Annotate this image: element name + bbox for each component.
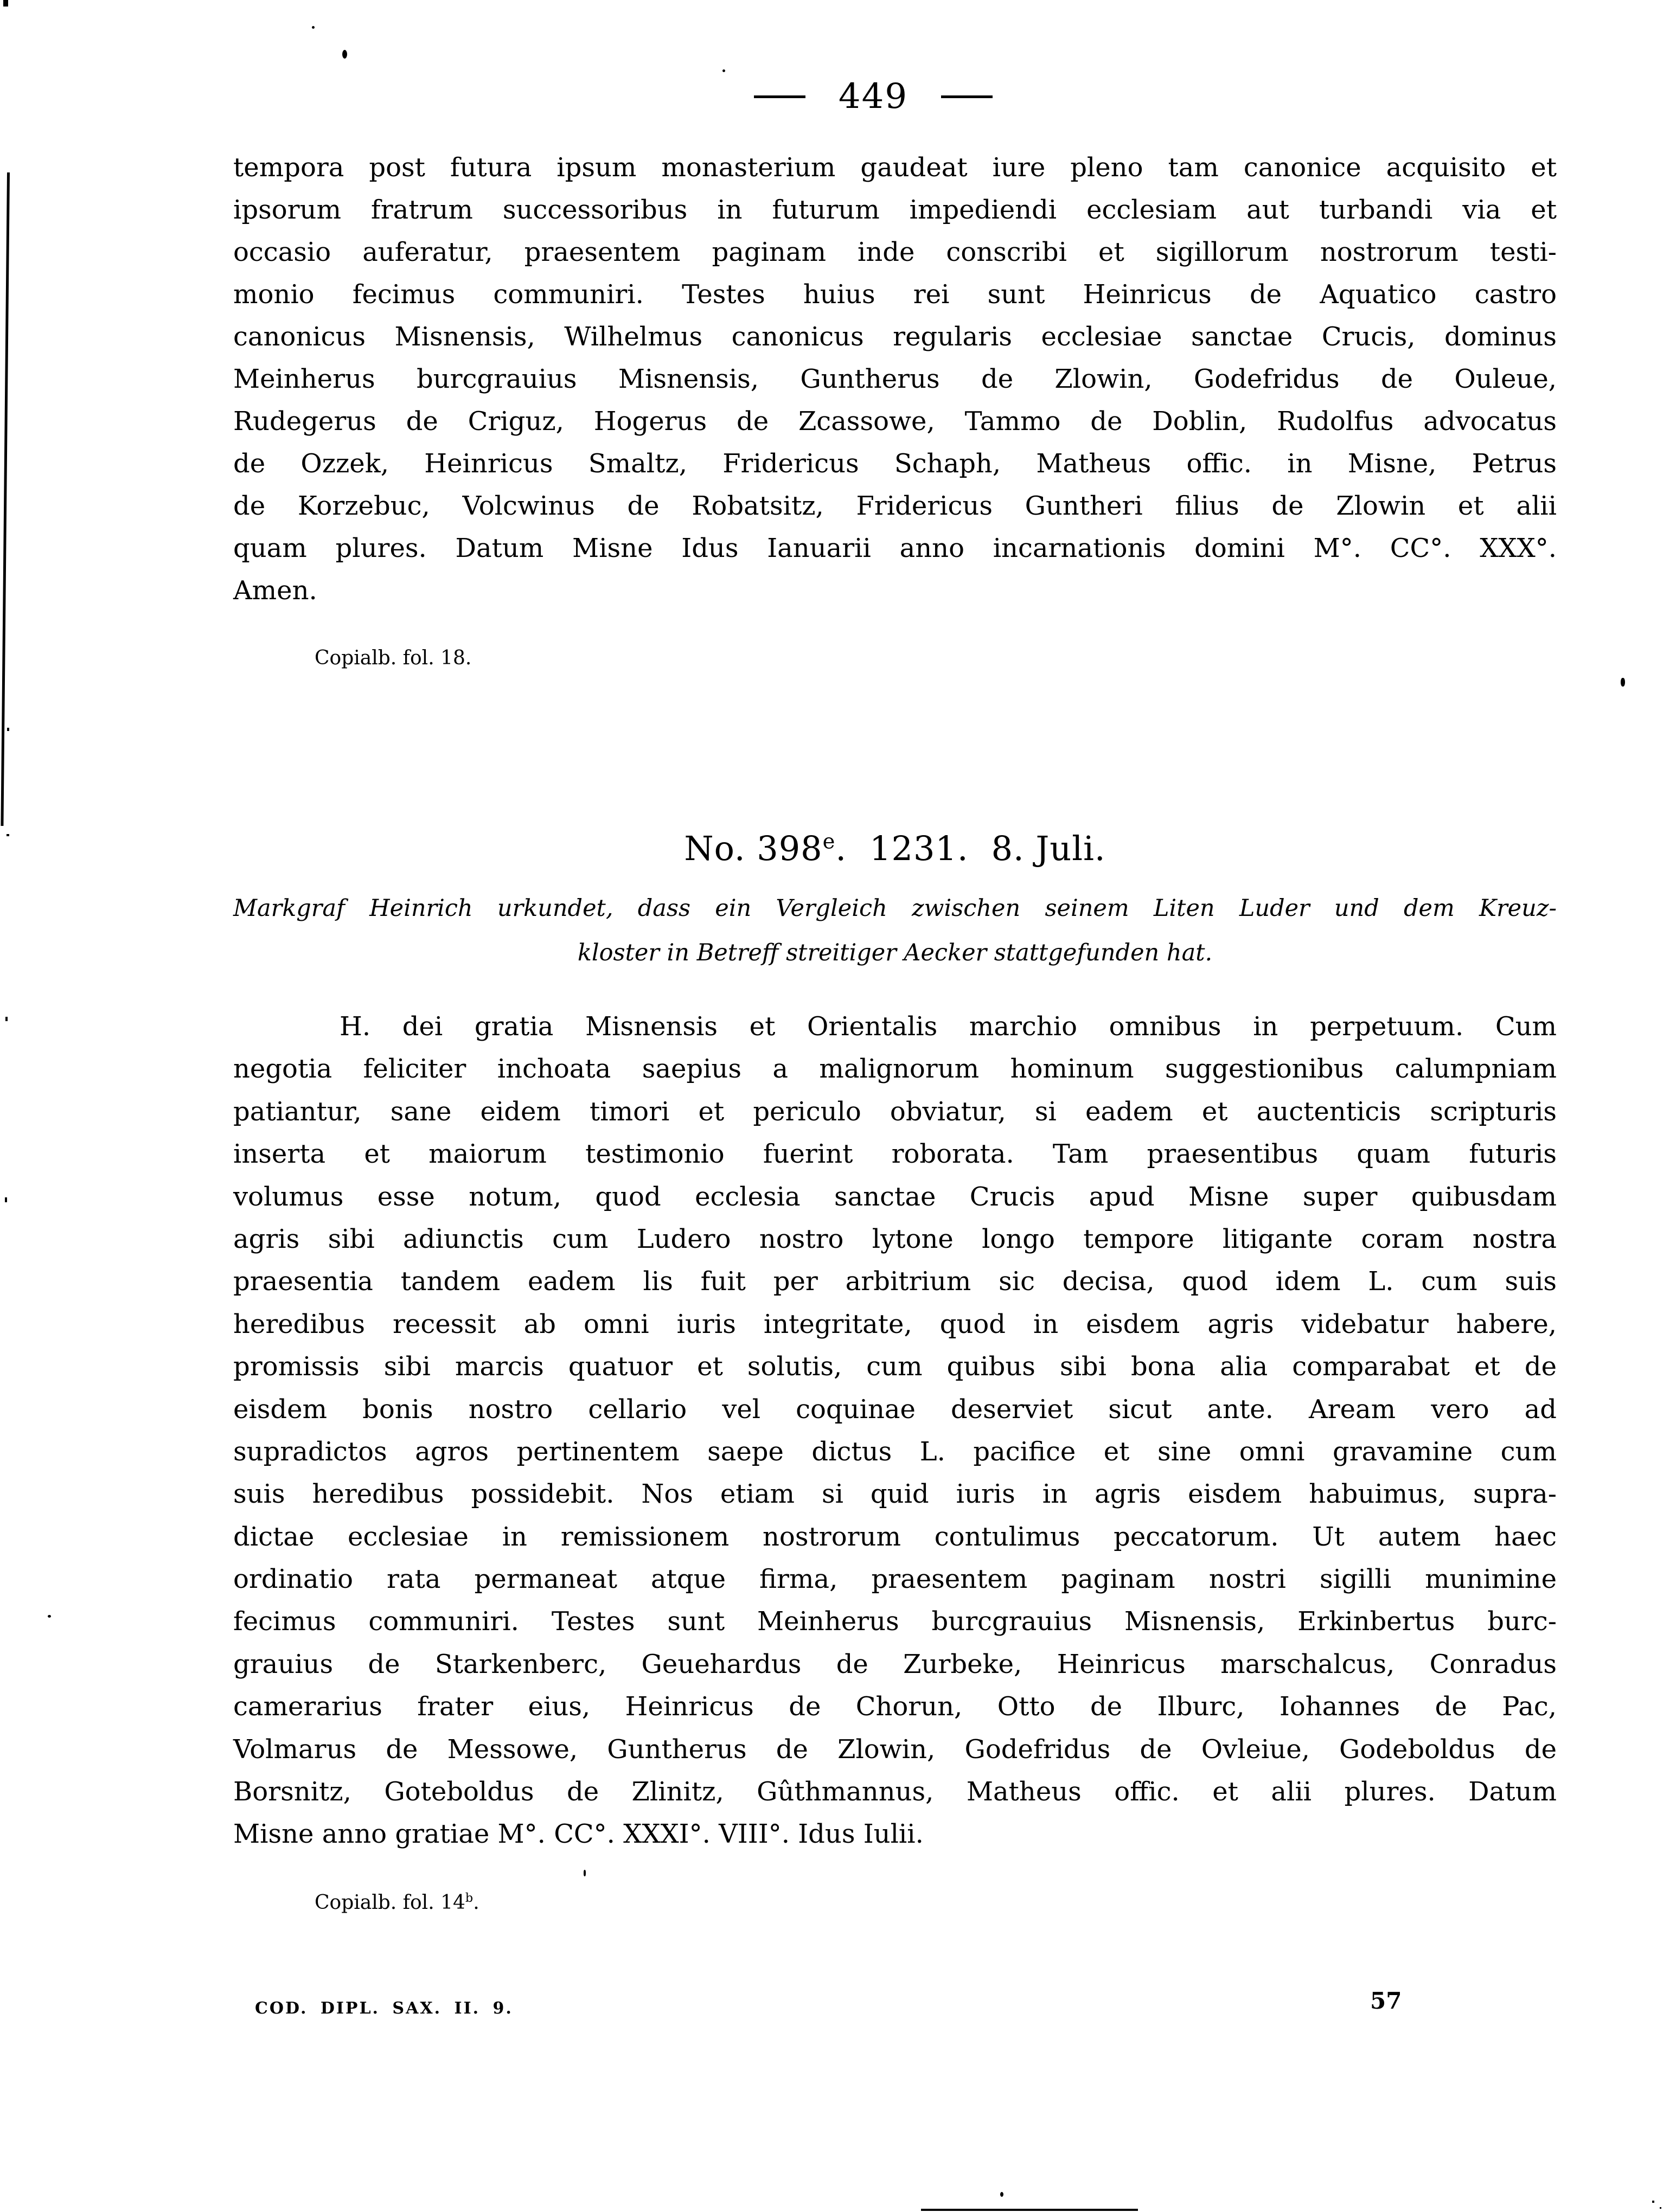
text-line: ipsorum fratrum successoribus in futurum impediendi ecclesiam aut turbandi via et — [233, 195, 1557, 225]
source-text-suffix: . — [473, 1892, 479, 1914]
source-text-suffix: . — [465, 647, 472, 669]
text-line: Rudegerus de Criguz, Hogerus de Zcassowe, Tammo de Doblin, Rudolfus advocatus — [233, 406, 1557, 437]
text-line: dictae ecclesiae in remissionem nostrorum contulimus peccatorum. Ut autem haec — [233, 1521, 1557, 1552]
footer-sheet-number: 57 — [1370, 1987, 1402, 2014]
text-line: monio fecimus communiri. Testes huius rei sunt Heinricus de Aquatico castro — [233, 279, 1557, 310]
source-text: Copialb. fol. 18 — [315, 647, 465, 669]
scan-artifact-speck — [1000, 2192, 1003, 2197]
text-line: tempora post futura ipsum monasterium gaudeat iure pleno tam canonice acquisito et — [233, 152, 1557, 183]
source-text: Copialb. fol. 14 — [315, 1892, 465, 1914]
text-line: kloster in Betreff streitiger Aecker stattgefunden hat. — [577, 939, 1213, 966]
text-line: de Korzebuc, Volcwinus de Robatsitz, Fridericus Guntheri filius de Zlowin et alii — [233, 491, 1557, 521]
text-line: canonicus Misnensis, Wilhelmus canonicus regularis ecclesiae sanctae Crucis, dominus — [233, 322, 1557, 352]
text-line: negotia feliciter inchoata saepius a malignorum hominum suggestionibus calumpniam — [233, 1054, 1557, 1085]
charter-year: 1231. — [869, 829, 969, 868]
scan-artifact-speck — [312, 26, 315, 29]
source-superscript: b — [465, 1891, 474, 1905]
text-line: supradictos agros pertinentem saepe dictus L. pacifice et sine omni gravamine cum — [233, 1436, 1557, 1467]
text-line: inserta et maiorum testimonio fuerint roborata. Tam praesentibus quam futuris — [233, 1139, 1557, 1170]
charter-heading — [233, 824, 1557, 873]
page-header — [754, 70, 993, 123]
text-line: quam plures. Datum Misne Idus Ianuarii anno incarnationis domini M°. CC°. XXX°. — [233, 533, 1557, 563]
text-line: praesentia tandem eadem lis fuit per arbitrium sic decisa, quod idem L. cum suis — [233, 1266, 1557, 1297]
text-line: fecimus communiri. Testes sunt Meinherus burcgrauius Misnensis, Erkinbertus burc- — [233, 1606, 1557, 1637]
charter-number-superscript: e — [822, 829, 836, 854]
scan-artifact-speck — [342, 50, 347, 59]
scan-artifact-speck — [48, 1615, 51, 1618]
text-line: Misne anno gratiae M°. CC°. XXXI°. VIII°. Idus Iulii. — [233, 1819, 924, 1850]
scan-artifact-corner-mark — [3, 0, 8, 7]
text-line: promissis sibi marcis quatuor et solutis, cum quibus sibi bona alia comparabat et de — [233, 1351, 1557, 1382]
text-line: eisdem bonis nostro cellario vel coquinae deserviet sicut ante. Aream vero ad — [233, 1394, 1557, 1425]
scan-artifact-speck — [1652, 2201, 1654, 2203]
text-line: ordinatio rata permaneat atque firma, praesentem paginam nostri sigilli munimine — [233, 1564, 1557, 1595]
scan-artifact-speck — [7, 834, 9, 836]
charter-number: No. 398 — [684, 829, 823, 868]
text-line: H. dei gratia Misnensis et Orientalis marchio omnibus in perpetuum. Cum — [340, 1011, 1557, 1042]
charter-body-paragraph — [233, 1005, 1557, 1856]
source-note-copialbuch-14b — [315, 1890, 479, 1916]
text-line: agris sibi adiunctis cum Ludero nostro lytone longo tempore litigante coram nostra — [233, 1223, 1557, 1254]
text-line: grauius de Starkenberc, Geuehardus de Zurbeke, Heinricus marschalcus, Conradus — [233, 1649, 1557, 1679]
scan-artifact-speck — [584, 1870, 586, 1876]
scan-artifact-speck — [722, 69, 725, 72]
charter-day: 8. Juli. — [991, 829, 1106, 868]
source-note-copialbuch-18 — [315, 645, 471, 671]
text-line: suis heredibus possidebit. Nos etiam si quid iuris in agris eisdem habuimus, supra- — [233, 1479, 1557, 1510]
continued-charter-paragraph — [233, 146, 1557, 612]
header-rule-left — [754, 95, 805, 98]
text-line: heredibus recessit ab omni iuris integritate, quod in eisdem agris videbatur habere, — [233, 1309, 1557, 1339]
footer-series-label: COD. DIPL. SAX. II. 9. — [255, 1999, 513, 2018]
text-line: Volmarus de Messowe, Guntherus de Zlowin, Godefridus de Ovleiue, Godeboldus de — [233, 1734, 1557, 1765]
scan-artifact-speck — [5, 1197, 7, 1202]
text-line: occasio auferatur, praesentem paginam inde conscribi et sigillorum nostrorum testi- — [233, 237, 1557, 267]
page-number: 449 — [838, 76, 909, 117]
scan-artifact-speck — [1660, 2207, 1661, 2209]
scan-artifact-speck — [1621, 678, 1625, 687]
charter-number-period: . — [835, 829, 847, 868]
text-line: Markgraf Heinrich urkundet, dass ein Vergleich zwischen seinem Liten Luder und dem Kreuz- — [233, 895, 1557, 922]
scan-artifact-bottom-edge-line — [921, 2209, 1138, 2211]
text-line: camerarius frater eius, Heinricus de Chorun, Otto de Ilburc, Iohannes de Pac, — [233, 1691, 1557, 1722]
text-line: Meinherus burcgrauius Misnensis, Guntherus de Zlowin, Godefridus de Ouleue, — [233, 364, 1557, 394]
scan-artifact-speck — [7, 728, 9, 731]
header-rule-right — [941, 95, 993, 98]
text-line: volumus esse notum, quod ecclesia sanctae Crucis apud Misne super quibusdam — [233, 1181, 1557, 1212]
text-line: Borsnitz, Goteboldus de Zlinitz, Gûthmannus, Matheus offic. et alii plures. Datum — [233, 1777, 1557, 1807]
text-line: patiantur, sane eidem timori et periculo obviatur, si eadem et auctenticis scripturis — [233, 1096, 1557, 1127]
charter-regest — [233, 886, 1557, 975]
text-line: Amen. — [233, 575, 317, 606]
scan-artifact-speck — [5, 1017, 8, 1021]
text-line: de Ozzek, Heinricus Smaltz, Fridericus Schaph, Matheus offic. in Misne, Petrus — [233, 448, 1557, 479]
